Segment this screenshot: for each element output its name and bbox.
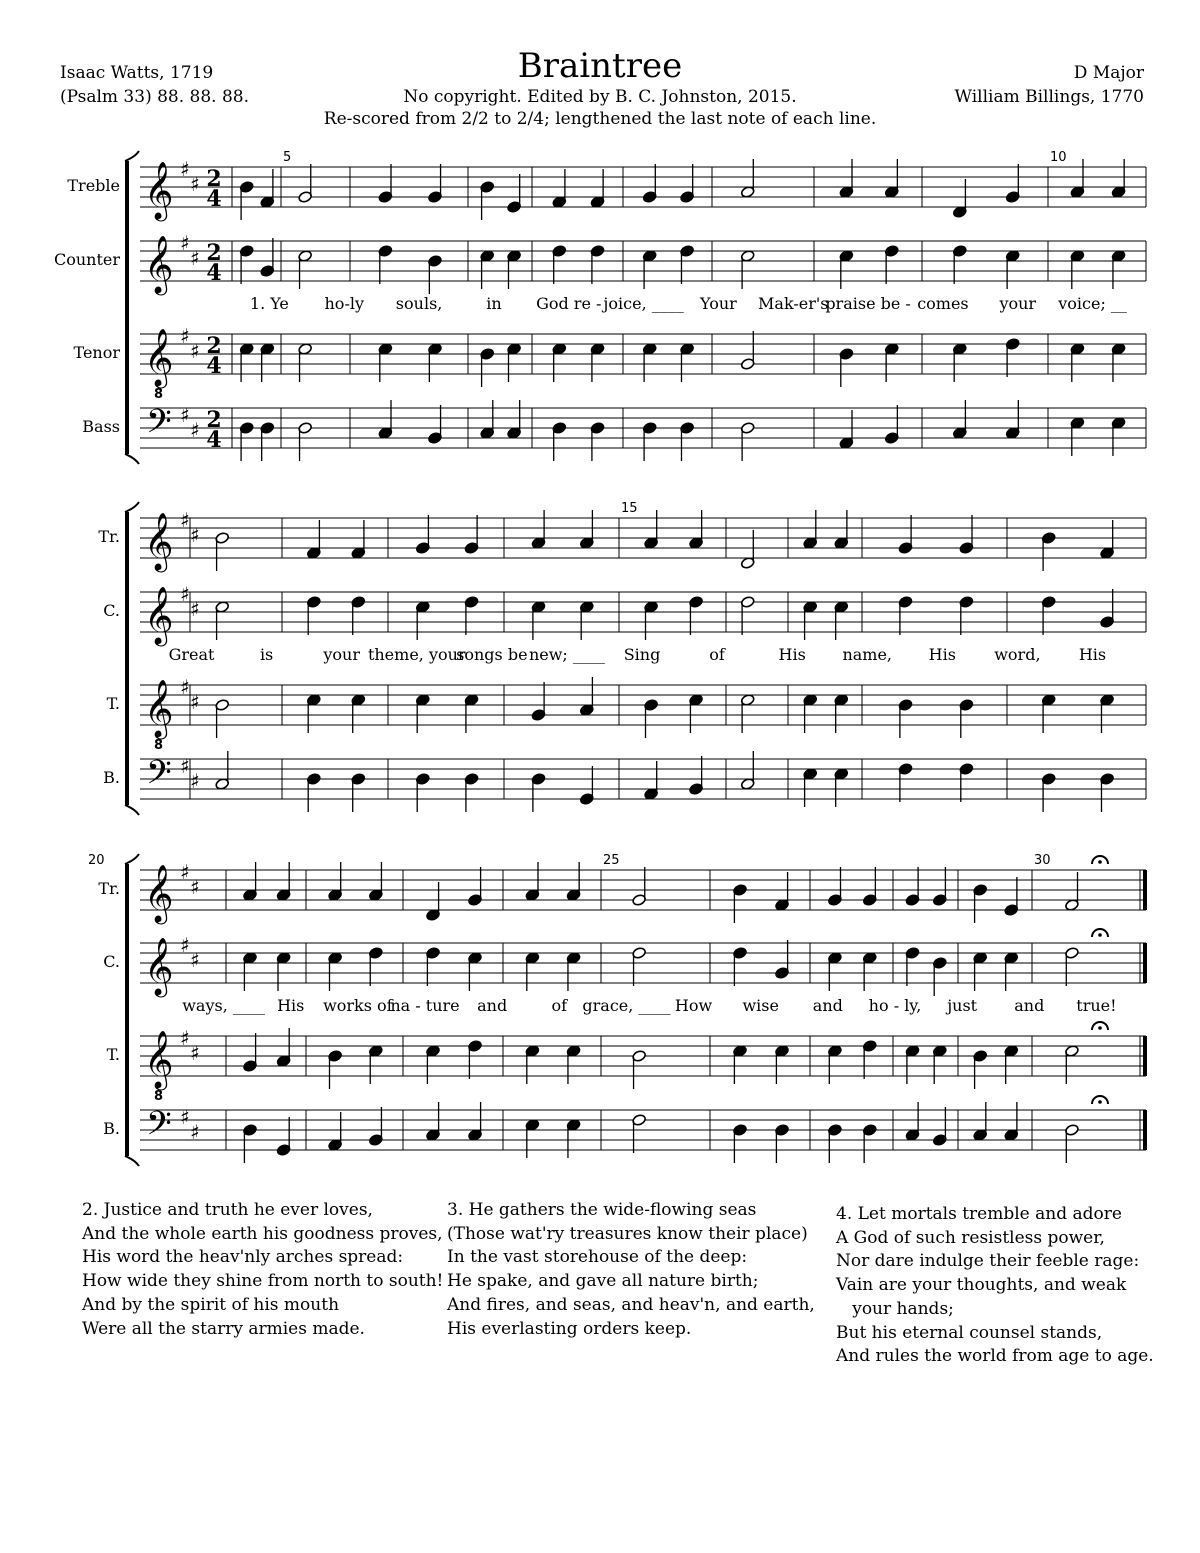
verse-line: A God of such resistless power, xyxy=(836,1227,1105,1248)
treble-clef-icon: 𝄞 xyxy=(144,235,174,293)
voice-label: Tr. xyxy=(98,879,120,898)
fermata-dot xyxy=(1098,1100,1102,1104)
fermata-dot xyxy=(1098,933,1102,937)
voice-label: C. xyxy=(103,601,120,620)
key-sharp: ♯ xyxy=(180,1026,190,1050)
lyric-syllable: comes xyxy=(917,294,969,313)
treble-clef-icon: 𝄞 xyxy=(144,512,174,570)
verse-line: His word the heav'nly arches spread: xyxy=(82,1247,404,1268)
final-barline xyxy=(1143,943,1147,983)
bass-clef-icon: 𝄢 xyxy=(146,1105,172,1151)
lyric-syllable: grace, ____ xyxy=(582,996,671,1015)
verse-2 xyxy=(82,1199,443,1341)
lyric-syllable: new; ____ xyxy=(528,645,605,664)
verse-line: How wide they shine from north to south! xyxy=(82,1271,444,1292)
lyric-syllable: word, xyxy=(994,645,1041,664)
key-sharp: ♯ xyxy=(180,157,190,181)
lyric-syllable: and xyxy=(1014,996,1045,1015)
lyric-syllable: is xyxy=(259,645,274,664)
treble-clef-icon: 𝄞 xyxy=(144,586,174,644)
treble-clef-icon: 𝄞 xyxy=(144,1030,174,1088)
bracket-hook xyxy=(125,454,139,464)
verse-line: Were all the starry armies made. xyxy=(82,1318,365,1339)
system-bracket xyxy=(125,512,129,805)
key-sharp: ♯ xyxy=(180,860,190,884)
lyric-syllable: His xyxy=(1078,645,1107,664)
lyric-syllable: in xyxy=(486,294,502,313)
time-sig-bottom: 4 xyxy=(206,353,222,379)
treble-clef-icon: 𝄞 xyxy=(144,679,174,737)
lyric-syllable: ho - ly, xyxy=(868,996,922,1015)
lyric-syllable: wise xyxy=(742,996,779,1015)
key-sharp: ♯ xyxy=(180,933,190,957)
key-sharp: ♯ xyxy=(180,754,190,778)
hymn-title: Braintree xyxy=(517,46,683,86)
bracket-hook xyxy=(125,502,139,512)
voice-label: Counter xyxy=(53,250,120,269)
key-sharp: ♯ xyxy=(190,690,200,714)
verse-line: In the vast storehouse of the deep: xyxy=(447,1247,748,1268)
time-sig-top: 2 xyxy=(206,166,222,192)
time-sig-top: 2 xyxy=(206,333,222,359)
treble-clef-icon: 𝄞 xyxy=(144,328,174,386)
treble-clef-icon: 𝄞 xyxy=(144,864,174,922)
key-sharp: ♯ xyxy=(190,246,200,270)
measure-number: 25 xyxy=(603,853,620,868)
bass-clef-icon: 𝄢 xyxy=(146,403,172,449)
final-barline xyxy=(1143,1110,1147,1150)
verse-line: 3. He gathers the wide-flowing seas xyxy=(447,1200,757,1220)
key-sharp: ♯ xyxy=(180,403,190,427)
key-sharp: ♯ xyxy=(190,339,200,363)
lyric-syllable: true! xyxy=(1076,996,1117,1015)
measure-number: 15 xyxy=(621,501,638,516)
measure-number: 10 xyxy=(1050,150,1067,165)
time-sig-bottom: 4 xyxy=(206,186,222,212)
verse-line: Nor dare indulge their feeble rage: xyxy=(836,1251,1140,1272)
treble-clef-icon: 𝄞 xyxy=(144,937,174,995)
octave-mark: 8 xyxy=(154,387,164,402)
verse-line: Vain are your thoughts, and weak xyxy=(836,1275,1127,1296)
voice-label: B. xyxy=(103,768,120,787)
key-sharp: ♯ xyxy=(180,231,190,255)
copyright-note: No copyright. Edited by B. C. Johnston, 2015. xyxy=(403,87,797,107)
bracket-hook xyxy=(125,805,139,815)
bracket-hook xyxy=(125,1156,139,1166)
lyric-syllable: of xyxy=(551,996,568,1015)
measure-number: 20 xyxy=(88,853,105,868)
lyric-syllable: and xyxy=(477,996,508,1015)
verse-line: His everlasting orders keep. xyxy=(447,1318,692,1339)
key-sharp: ♯ xyxy=(190,172,200,196)
verse-line: And by the spirit of his mouth xyxy=(82,1294,340,1315)
verse-line: He spake, and gave all nature birth; xyxy=(447,1271,759,1292)
measure-number: 5 xyxy=(283,150,292,165)
lyric-syllable: of xyxy=(709,645,725,664)
key-sharp: ♯ xyxy=(180,582,190,606)
measure-number: 30 xyxy=(1034,853,1051,868)
lyric-syllable: and xyxy=(812,996,843,1015)
lyric-syllable: Your xyxy=(700,294,737,313)
bracket-hook xyxy=(125,151,139,161)
key-sharp: ♯ xyxy=(180,675,190,699)
lyric-syllable: Mak-er's xyxy=(758,294,829,313)
lyric-syllable: souls, xyxy=(395,294,443,313)
key-sharp: ♯ xyxy=(180,508,190,532)
lyric-syllable: name, xyxy=(842,645,893,664)
time-sig-top: 2 xyxy=(206,407,222,433)
voice-label: Tenor xyxy=(73,343,120,362)
lyric-syllable: songs be xyxy=(456,645,528,664)
rescoring-note: Re-scored from 2/2 to 2/4; lengthened the last note of each line. xyxy=(323,109,877,129)
lyric-syllable: His xyxy=(928,645,956,664)
lyric-syllable: How xyxy=(674,996,713,1015)
lyric-syllable: God re - xyxy=(536,294,602,313)
key-sharp: ♯ xyxy=(190,418,200,442)
meter-info: (Psalm 33) 88. 88. 88. xyxy=(60,87,250,107)
lyric-syllable: ho-ly xyxy=(324,294,364,313)
voice-label: T. xyxy=(106,694,120,713)
bass-clef-icon: 𝄢 xyxy=(146,754,172,800)
voice-label: B. xyxy=(103,1119,120,1138)
lyric-syllable: theme, your xyxy=(367,645,466,664)
lyric-syllable: praise be - xyxy=(825,294,911,313)
verse-line: (Those wat'ry treasures know their place) xyxy=(447,1223,808,1244)
key-sharp: ♯ xyxy=(190,597,200,621)
treble-clef-icon: 𝄞 xyxy=(144,161,174,219)
octave-mark: 8 xyxy=(154,738,164,753)
key-sharp: ♯ xyxy=(190,523,200,547)
verse-line: But his eternal counsel stands, xyxy=(836,1322,1103,1343)
lyric-syllable: na - ture xyxy=(390,996,460,1015)
key-sharp: ♯ xyxy=(180,1105,190,1129)
voice-label: Bass xyxy=(82,417,120,436)
verse-line: 2. Justice and truth he ever loves, xyxy=(82,1200,373,1220)
verse-line: 4. Let mortals tremble and adore xyxy=(836,1204,1122,1224)
time-sig-top: 2 xyxy=(206,240,222,266)
fermata-dot xyxy=(1098,1026,1102,1030)
key-info: D Major xyxy=(1073,63,1144,83)
lyric-syllable: Sing xyxy=(623,645,661,664)
final-barline xyxy=(1143,870,1147,910)
key-sharp: ♯ xyxy=(190,875,200,899)
lyric-syllable: just xyxy=(947,996,978,1015)
verse-line: your hands; xyxy=(836,1298,954,1319)
lyric-syllable: ways, ____ xyxy=(182,996,265,1015)
voice-label: C. xyxy=(103,952,120,971)
verse-4 xyxy=(836,1203,1154,1369)
lyric-syllable: His xyxy=(778,645,806,664)
poet-credit: Isaac Watts, 1719 xyxy=(60,63,214,83)
system-bracket xyxy=(125,161,129,454)
system-bracket xyxy=(125,864,129,1156)
verse-line: And the whole earth his goodness proves, xyxy=(82,1223,443,1244)
verse-line: And fires, and seas, and heav'n, and earth, xyxy=(447,1294,815,1315)
octave-mark: 8 xyxy=(154,1089,164,1104)
lyric-syllable: works of xyxy=(323,996,393,1015)
time-sig-bottom: 4 xyxy=(206,427,222,453)
lyric-syllable: Great xyxy=(168,645,215,664)
lyric-syllable: voice; __ xyxy=(1058,294,1127,313)
key-sharp: ♯ xyxy=(190,1041,200,1065)
key-sharp: ♯ xyxy=(190,1120,200,1144)
lyric-syllable: His xyxy=(277,996,305,1015)
fermata-dot xyxy=(1098,860,1102,864)
composer-credit: William Billings, 1770 xyxy=(954,87,1144,107)
key-sharp: ♯ xyxy=(180,324,190,348)
lyric-syllable: your xyxy=(999,294,1037,313)
final-barline xyxy=(1143,1036,1147,1076)
key-sharp: ♯ xyxy=(190,769,200,793)
voice-label: Treble xyxy=(67,176,120,195)
voice-label: T. xyxy=(106,1045,120,1064)
key-sharp: ♯ xyxy=(190,948,200,972)
lyric-syllable: your xyxy=(323,645,361,664)
time-sig-bottom: 4 xyxy=(206,260,222,286)
verse-3 xyxy=(447,1199,815,1341)
bracket-hook xyxy=(125,854,139,864)
lyric-syllable: 1. Ye xyxy=(249,294,289,313)
verse-line: And rules the world from age to age. xyxy=(836,1346,1154,1367)
voice-label: Tr. xyxy=(98,527,120,546)
lyric-syllable: joice, ____ xyxy=(603,294,684,313)
